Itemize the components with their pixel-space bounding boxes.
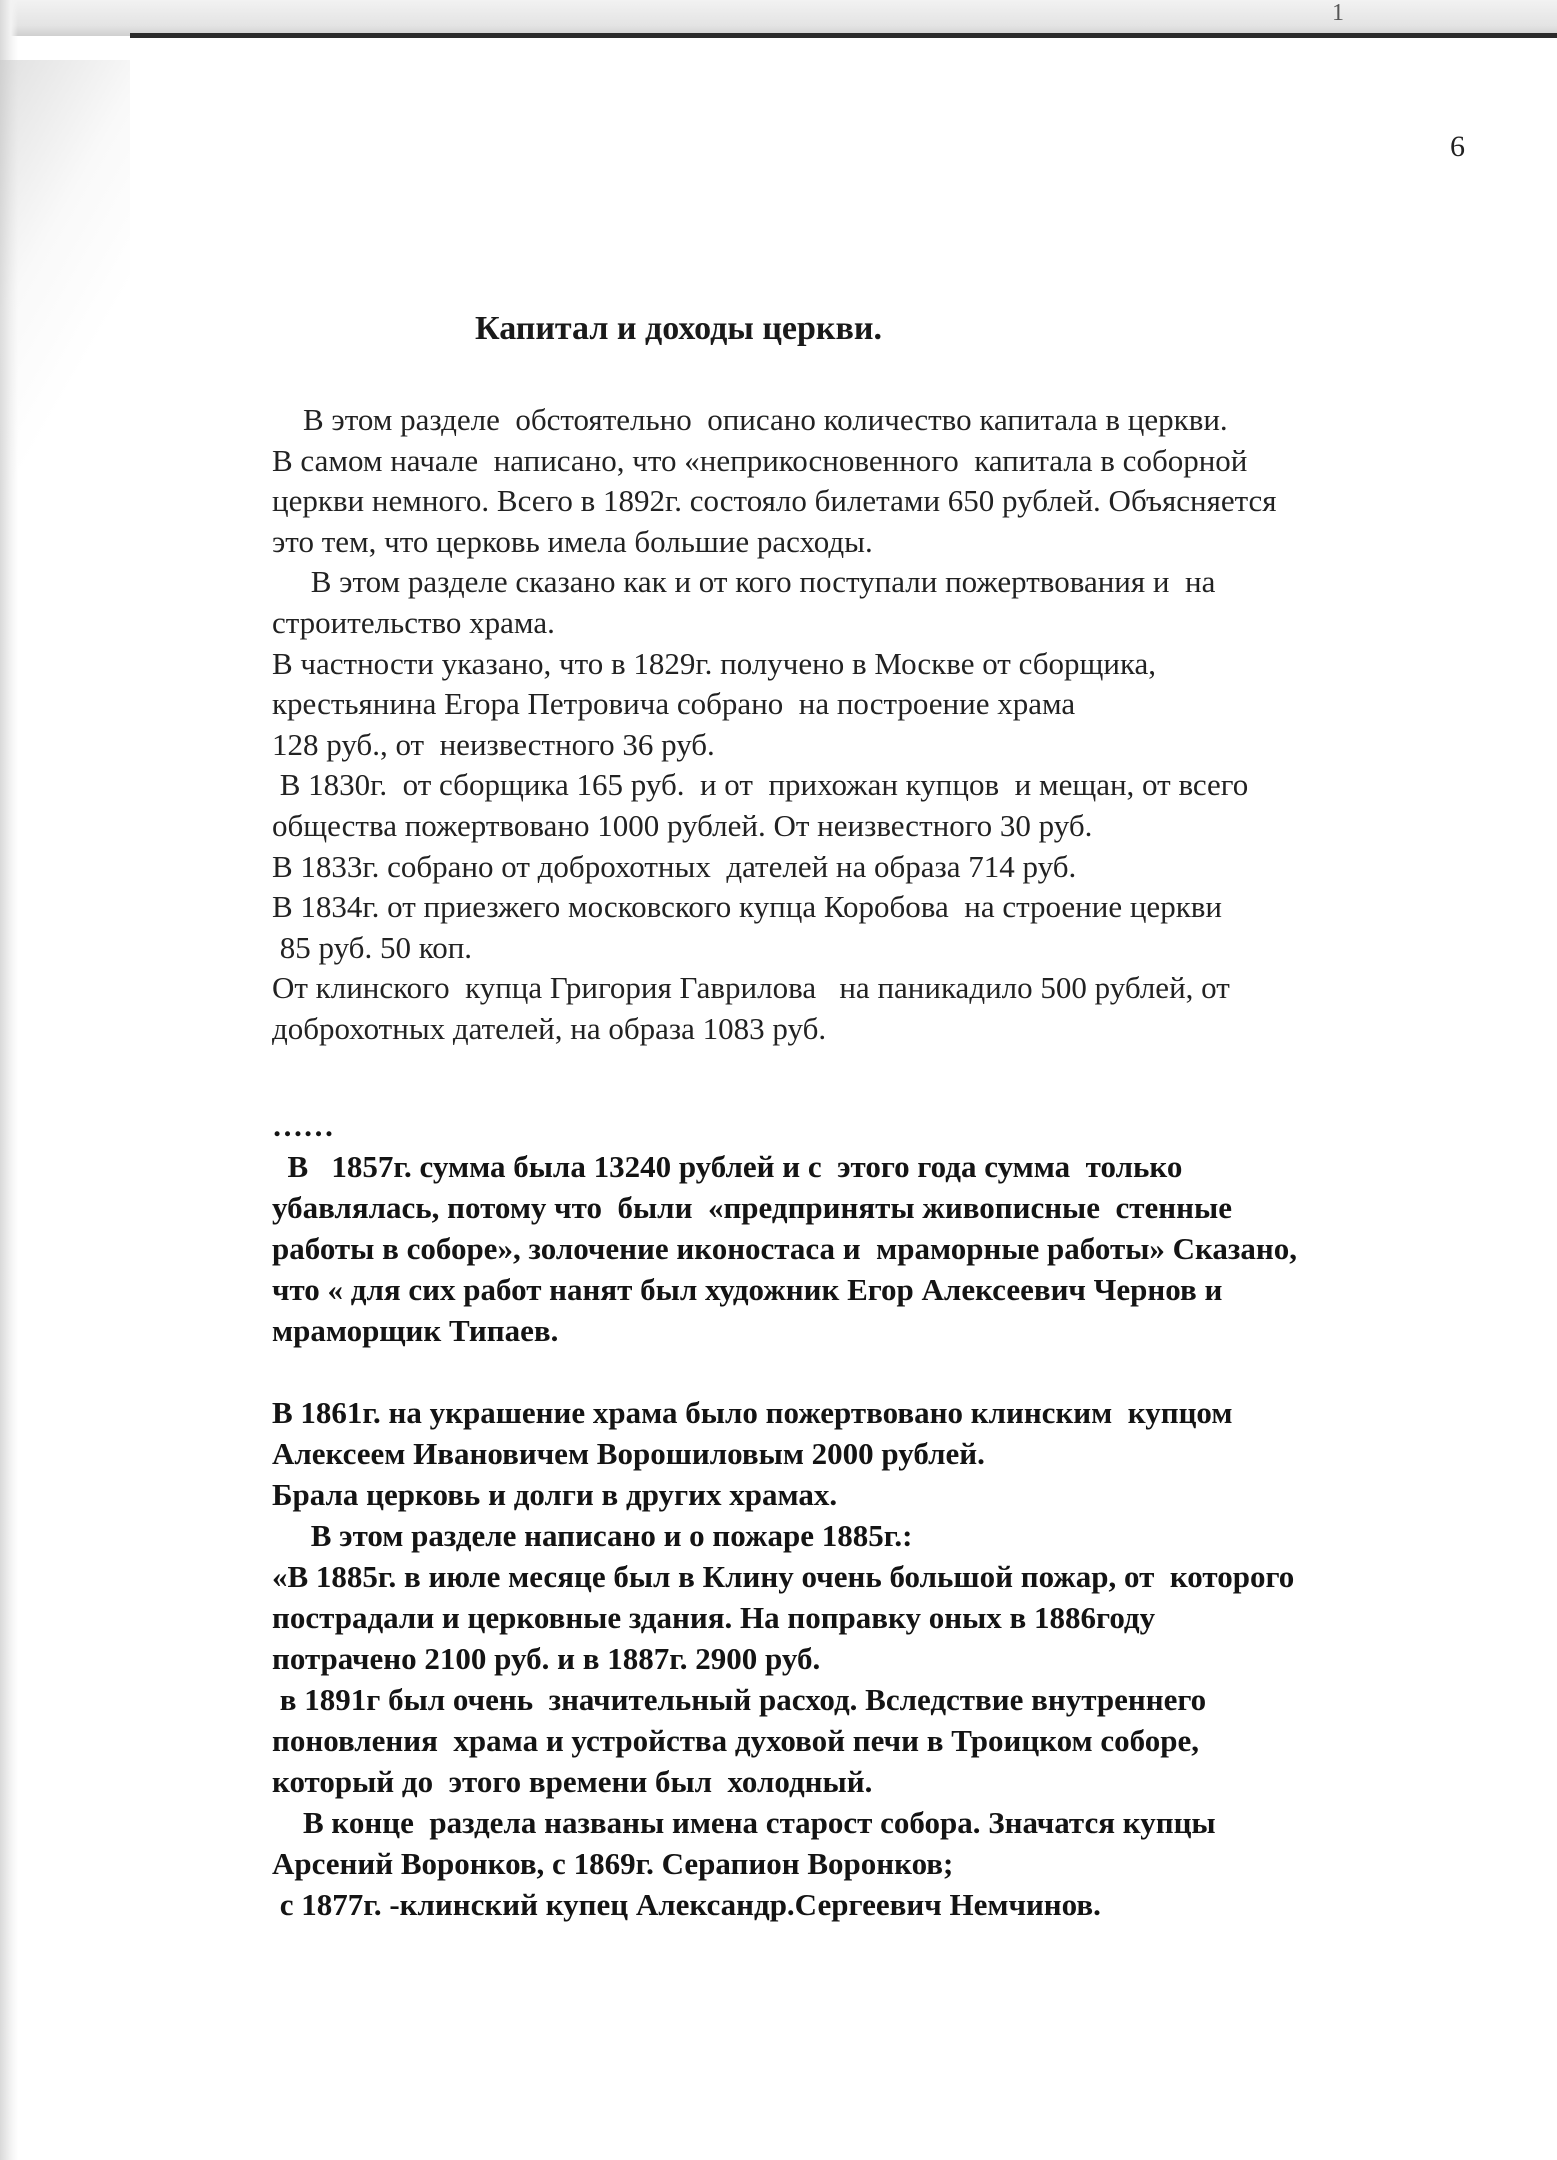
text-line: церкви немного. Всего в 1892г. состояло билетами 650 рублей. Объясняется xyxy=(272,483,1277,519)
text-line: работы в соборе», золочение иконостаса и мраморные работы» Сказано, xyxy=(272,1231,1297,1266)
text-line: В 1857г. сумма была 13240 рублей и с этого года сумма только xyxy=(272,1149,1183,1184)
text-line: В этом разделе обстоятельно описано количество капитала в церкви. xyxy=(272,402,1228,437)
text-line: убавлялась, потому что были «предприняты живописные стенные xyxy=(272,1190,1232,1225)
text-line: В 1861г. на украшение храма было пожертвовано клинским купцом xyxy=(272,1395,1233,1430)
scan-left-fold xyxy=(0,60,130,480)
text-line: пострадали и церковные здания. На поправку оных в 1886году xyxy=(272,1600,1156,1635)
text-line: Арсений Воронков, с 1869г. Серапион Воронков; xyxy=(272,1846,954,1881)
text-line: От клинского купца Григория Гаврилова на паникадило 500 рублей, от xyxy=(272,970,1230,1006)
scan-top-edge xyxy=(0,0,1557,36)
text-line: с 1877г. -клинский купец Александр.Сергеевич Немчинов. xyxy=(272,1887,1101,1922)
scan-top-rule xyxy=(130,33,1557,38)
text-line: что « для сих работ нанят был художник Егор Алексеевич Чернов и xyxy=(272,1272,1223,1307)
text-line: строительство храма. xyxy=(272,604,555,640)
text-line: крестьянина Егора Петровича собрано на построение храма xyxy=(272,686,1076,722)
text-line: в 1891г был очень значительный расход. Вследствие внутреннего xyxy=(272,1682,1207,1717)
text-line: мраморщик Типаев. xyxy=(272,1313,559,1348)
text-line: общества пожертвовано 1000 рублей. От неизвестного 30 руб. xyxy=(272,807,1093,843)
page-title: Капитал и доходы церкви. xyxy=(475,310,882,347)
text-line: В самом начале написано, что «неприкосновенного капитала в соборной xyxy=(272,442,1248,478)
text-line: «В 1885г. в июле месяце был в Клину очень большой пожар, от которого xyxy=(272,1559,1295,1594)
text-line: В 1834г. от приезжего московского купца Коробова на строение церкви xyxy=(272,889,1222,925)
ellipsis: …… xyxy=(272,1108,334,1143)
bold-text-block xyxy=(272,1105,1297,1925)
top-mark: 1 xyxy=(1332,0,1344,26)
regular-text-block xyxy=(272,400,1277,1050)
page-number: 6 xyxy=(1450,130,1465,163)
text-line: 85 руб. 50 коп. xyxy=(272,929,473,965)
text-line: В 1830г. от сборщика 165 руб. и от прихожан купцов и мещан, от всего xyxy=(272,767,1249,803)
text-line: потрачено 2100 руб. и в 1887г. 2900 руб. xyxy=(272,1641,821,1676)
text-line: Алексеем Ивановичем Ворошиловым 2000 рублей. xyxy=(272,1436,985,1471)
text-line: Брала церковь и долги в других храмах. xyxy=(272,1477,838,1512)
text-line: В этом разделе написано и о пожаре 1885г.: xyxy=(272,1518,913,1553)
text-line: В 1833г. собрано от доброхотных дателей на образа 714 руб. xyxy=(272,848,1077,884)
text-line: В конце раздела названы имена старост собора. Значатся купцы xyxy=(272,1805,1216,1840)
text-line: доброхотных дателей, на образа 1083 руб. xyxy=(272,1010,827,1046)
text-line: поновления храма и устройства духовой печи в Троицком соборе, xyxy=(272,1723,1200,1758)
text-line: 128 руб., от неизвестного 36 руб. xyxy=(272,726,715,762)
paragraph-gap xyxy=(272,1351,1297,1392)
text-line: В этом разделе сказано как и от кого поступали пожертвования и на xyxy=(272,564,1216,600)
text-line: который до этого времени был холодный. xyxy=(272,1764,873,1799)
text-line: В частности указано, что в 1829г. получено в Москве от сборщика, xyxy=(272,645,1157,681)
text-line: это тем, что церковь имела большие расходы. xyxy=(272,523,873,559)
